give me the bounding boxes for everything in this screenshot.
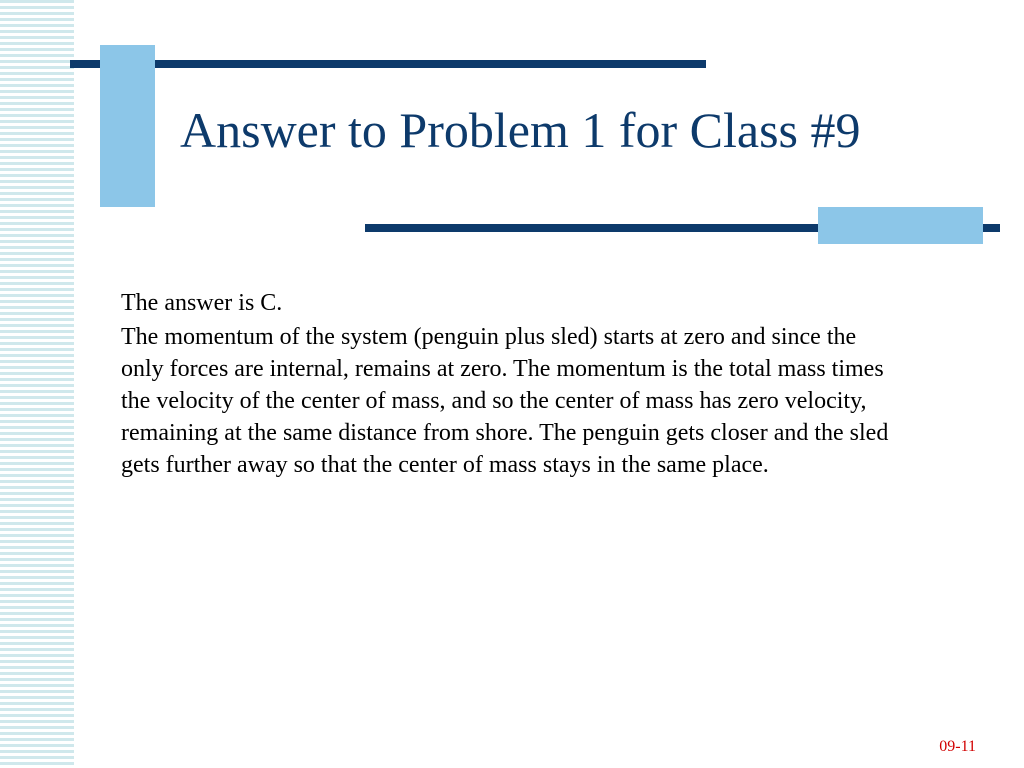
- page-number: 09-11: [939, 738, 976, 755]
- decorative-stripes: [0, 0, 74, 768]
- slide-body: [121, 287, 896, 483]
- left-accent-block: [100, 45, 155, 207]
- slide-title: Answer to Problem 1 for Class #9: [180, 102, 861, 158]
- top-accent-bar: [70, 60, 706, 68]
- right-accent-block: [818, 207, 983, 244]
- answer-line: The answer is C.: [121, 290, 283, 316]
- explanation-paragraph: The momentum of the system (penguin plus sled) starts at zero and since the only forces are internal, remains at zero. The momentum is the total mass times the velocity of the center of mass, and so the center of mass has zero velocity, remaining at the same distance from shore. The penguin gets closer and the sled gets further away so that the center of mass stays in the same place.: [121, 324, 889, 478]
